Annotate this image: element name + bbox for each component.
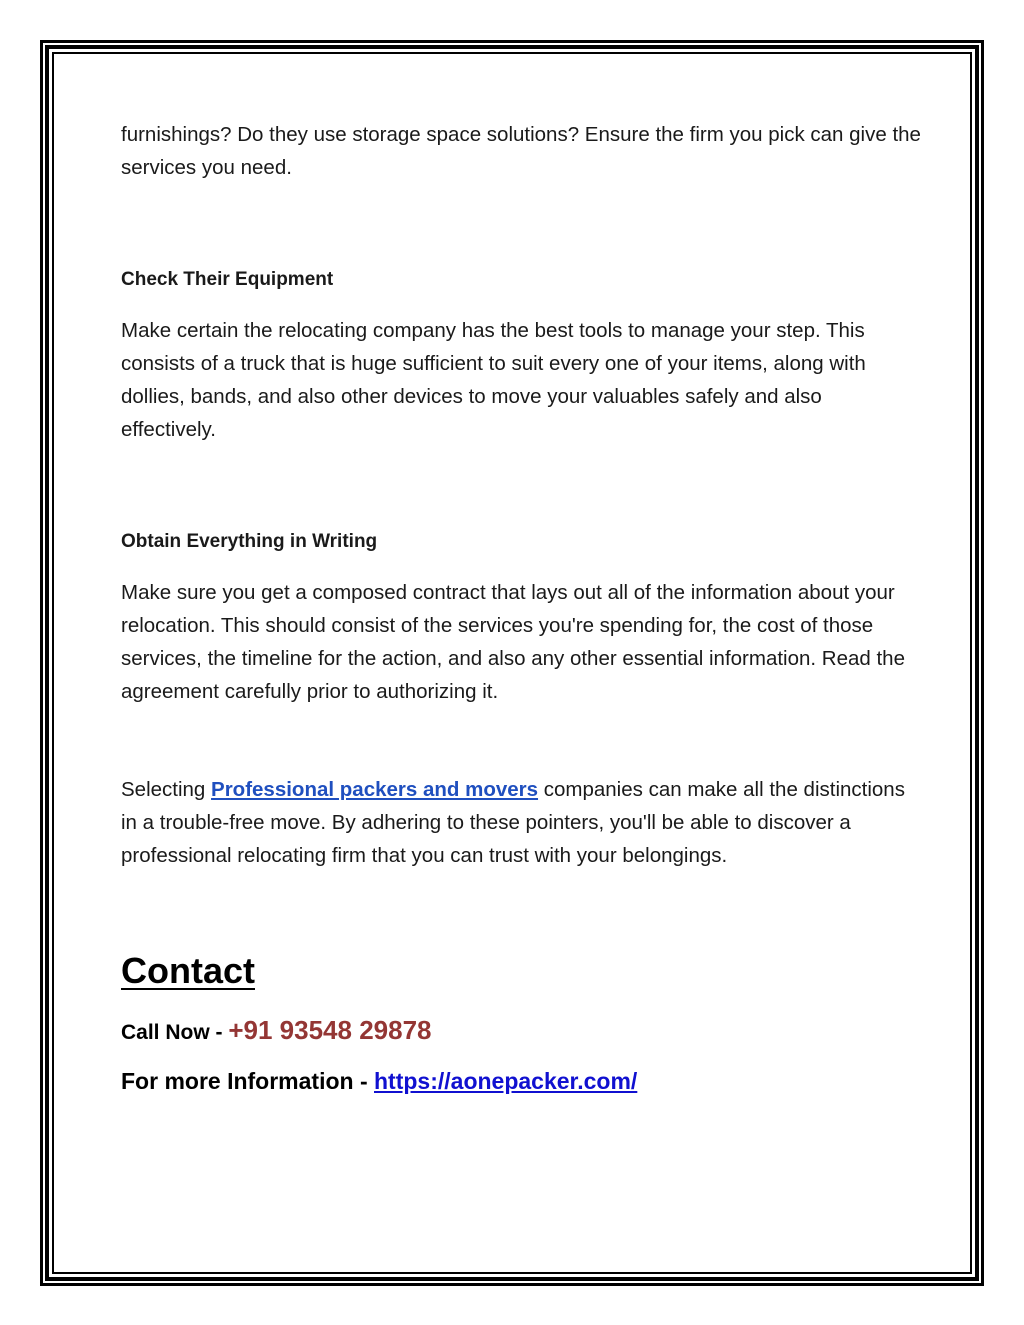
equipment-heading: Check Their Equipment: [121, 269, 334, 290]
document-content: [121, 118, 921, 1095]
call-now-label: Call Now -: [121, 1021, 229, 1044]
more-info-label: For more Information -: [121, 1068, 374, 1094]
call-now-line: [121, 1015, 921, 1046]
more-info-line: [121, 1068, 921, 1095]
closing-paragraph: [121, 773, 921, 872]
writing-heading: Obtain Everything in Writing: [121, 531, 378, 552]
contact-heading: Contact: [121, 950, 255, 991]
closing-suffix: companies can make all the distinctions in a trouble-free move. By adhering to these pointers, you'll be able to discover a professional relocating firm that you can trust with your belongings.: [121, 778, 905, 867]
packers-movers-link[interactable]: Professional packers and movers: [211, 778, 539, 801]
writing-paragraph: Make sure you get a composed contract that lays out all of the information about your relocation. This should consist of the services you're spending for, the cost of those services, the timeline for the action, and also any other essential information. Read the agreement carefully prior to authorizing it.: [121, 581, 905, 703]
phone-number[interactable]: +91 93548 29878: [228, 1015, 432, 1045]
equipment-paragraph: Make certain the relocating company has the best tools to manage your step. This consists of a truck that is huge sufficient to suit every one of your items, along with dollies, bands, and also other devices to move your valuables safely and also effectively.: [121, 319, 866, 441]
closing-prefix: Selecting: [121, 778, 212, 801]
website-link[interactable]: https://aonepacker.com/: [374, 1068, 638, 1094]
intro-paragraph: furnishings? Do they use storage space solutions? Ensure the firm you pick can give the services you need.: [121, 123, 921, 179]
